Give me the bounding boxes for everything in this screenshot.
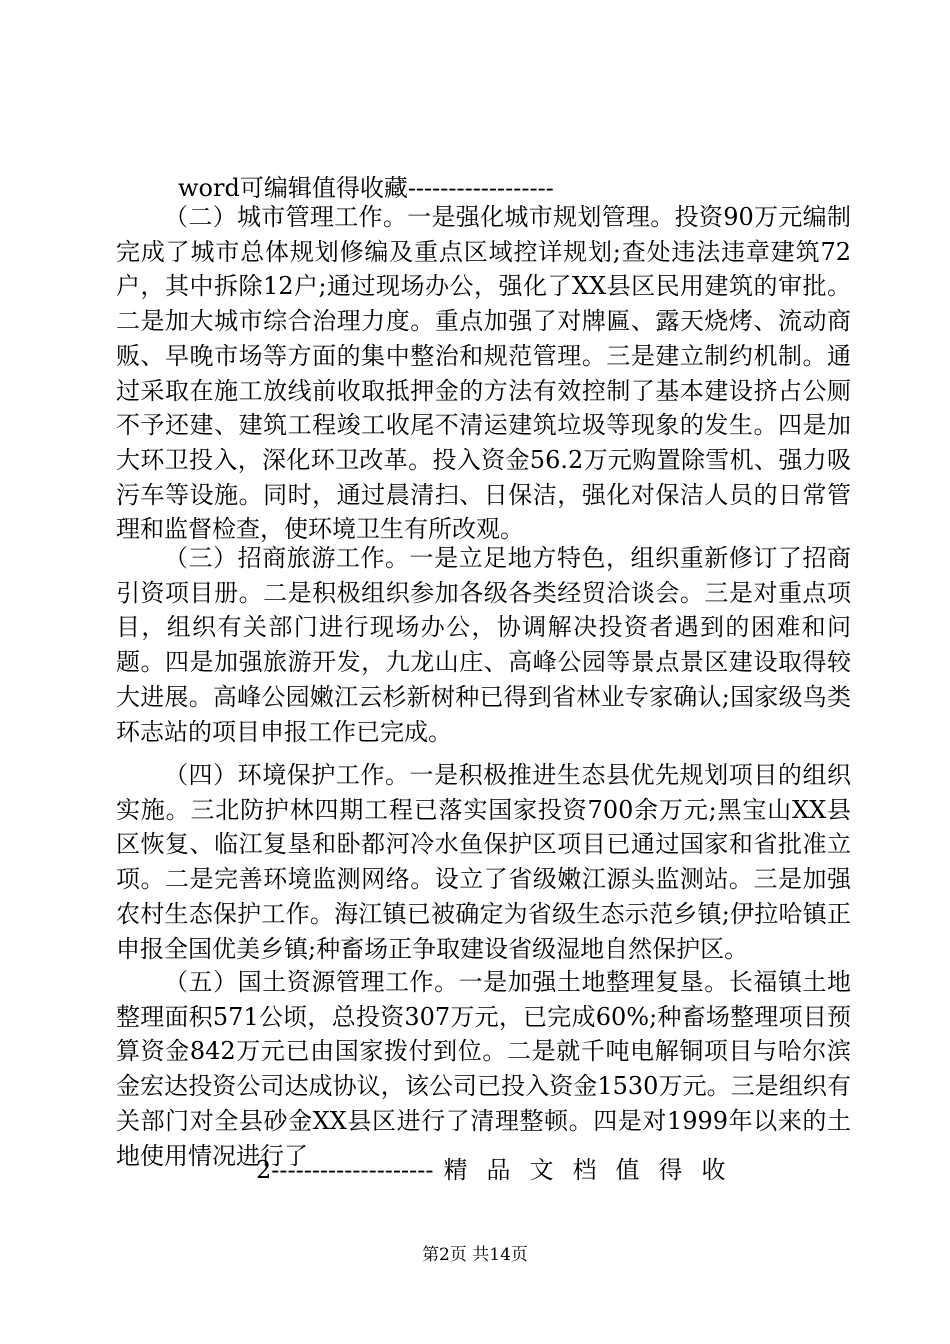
footer-watermark-text — [256, 1154, 744, 1186]
header-watermark-text: word可编辑值得收藏------------------ — [178, 174, 554, 202]
footer-dashes: 2-------------------- — [256, 1156, 434, 1184]
paragraph-environment-protection: （四）环境保护工作。一是积极推进生态县优先规划项目的组织实施。三北防护林四期工程已落实国家投资700余万元;黑宝山XX县区恢复、临江复垦和卧都河冷水鱼保护区项目已通过国家和省批准立项。二是完善环境监测网络。设立了省级嫩江源头监测站。三是加强农村生态保护工作。海江镇已被确定为省级生态示范乡镇;伊拉哈镇正申报全国优美乡镇;种畜场正争取建设省级湿地自然保护区。 — [116, 761, 851, 963]
paragraph-urban-management: （二）城市管理工作。一是强化城市规划管理。投资90万元编制完成了城市总体规划修编及重点区域控详规划;查处违法违章建筑72户，其中拆除12户;通过现场办公，强化了XX县区民用建筑的审批。二是加大城市综合治理力度。重点加强了对牌匾、露天烧烤、流动商贩、早晚市场等方面的集中整治和规范管理。三是建立制约机制。通过采取在施工放线前收取抵押金的方法有效控制了基本建设挤占公厕不予还建、建筑工程竣工收尾不清运建筑垃圾等现象的发生。四是加大环卫投入，深化环卫改革。投入资金56.2万元购置除雪机、强力吸污车等设施。同时，通过晨清扫、日保洁，强化对保洁人员的日常管理和监督检查，使环境卫生有所改观。 — [116, 203, 851, 544]
page-number: 第2页 共14页 — [422, 1245, 528, 1265]
paragraph-land-resources: （五）国土资源管理工作。一是加强土地整理复垦。长福镇土地整理面积571公顷，总投资307万元，已完成60%;种畜场整理项目预算资金842万元已由国家拨付到位。二是就千吨电解铜项目与哈尔滨金宏达投资公司达成协议，该公司已投入资金1530万元。三是组织有关部门对全县砂金XX县区进行了清理整顿。四是对1999年以来的土地使用情况进行了 — [116, 968, 851, 1170]
footer-label: 精品文档值得收 — [443, 1156, 745, 1184]
paragraph-investment-tourism: （三）招商旅游工作。一是立足地方特色，组织重新修订了招商引资项目册。二是积极组织参加各级各类经贸洽谈会。三是对重点项目，组织有关部门进行现场办公，协调解决投资者遇到的困难和问题。四是加强旅游开发，九龙山庄、高峰公园等景点景区建设取得较大进展。高峰公园嫩江云杉新树种已得到省林业专家确认;国家级鸟类环志站的项目申报工作已完成。 — [116, 544, 851, 746]
